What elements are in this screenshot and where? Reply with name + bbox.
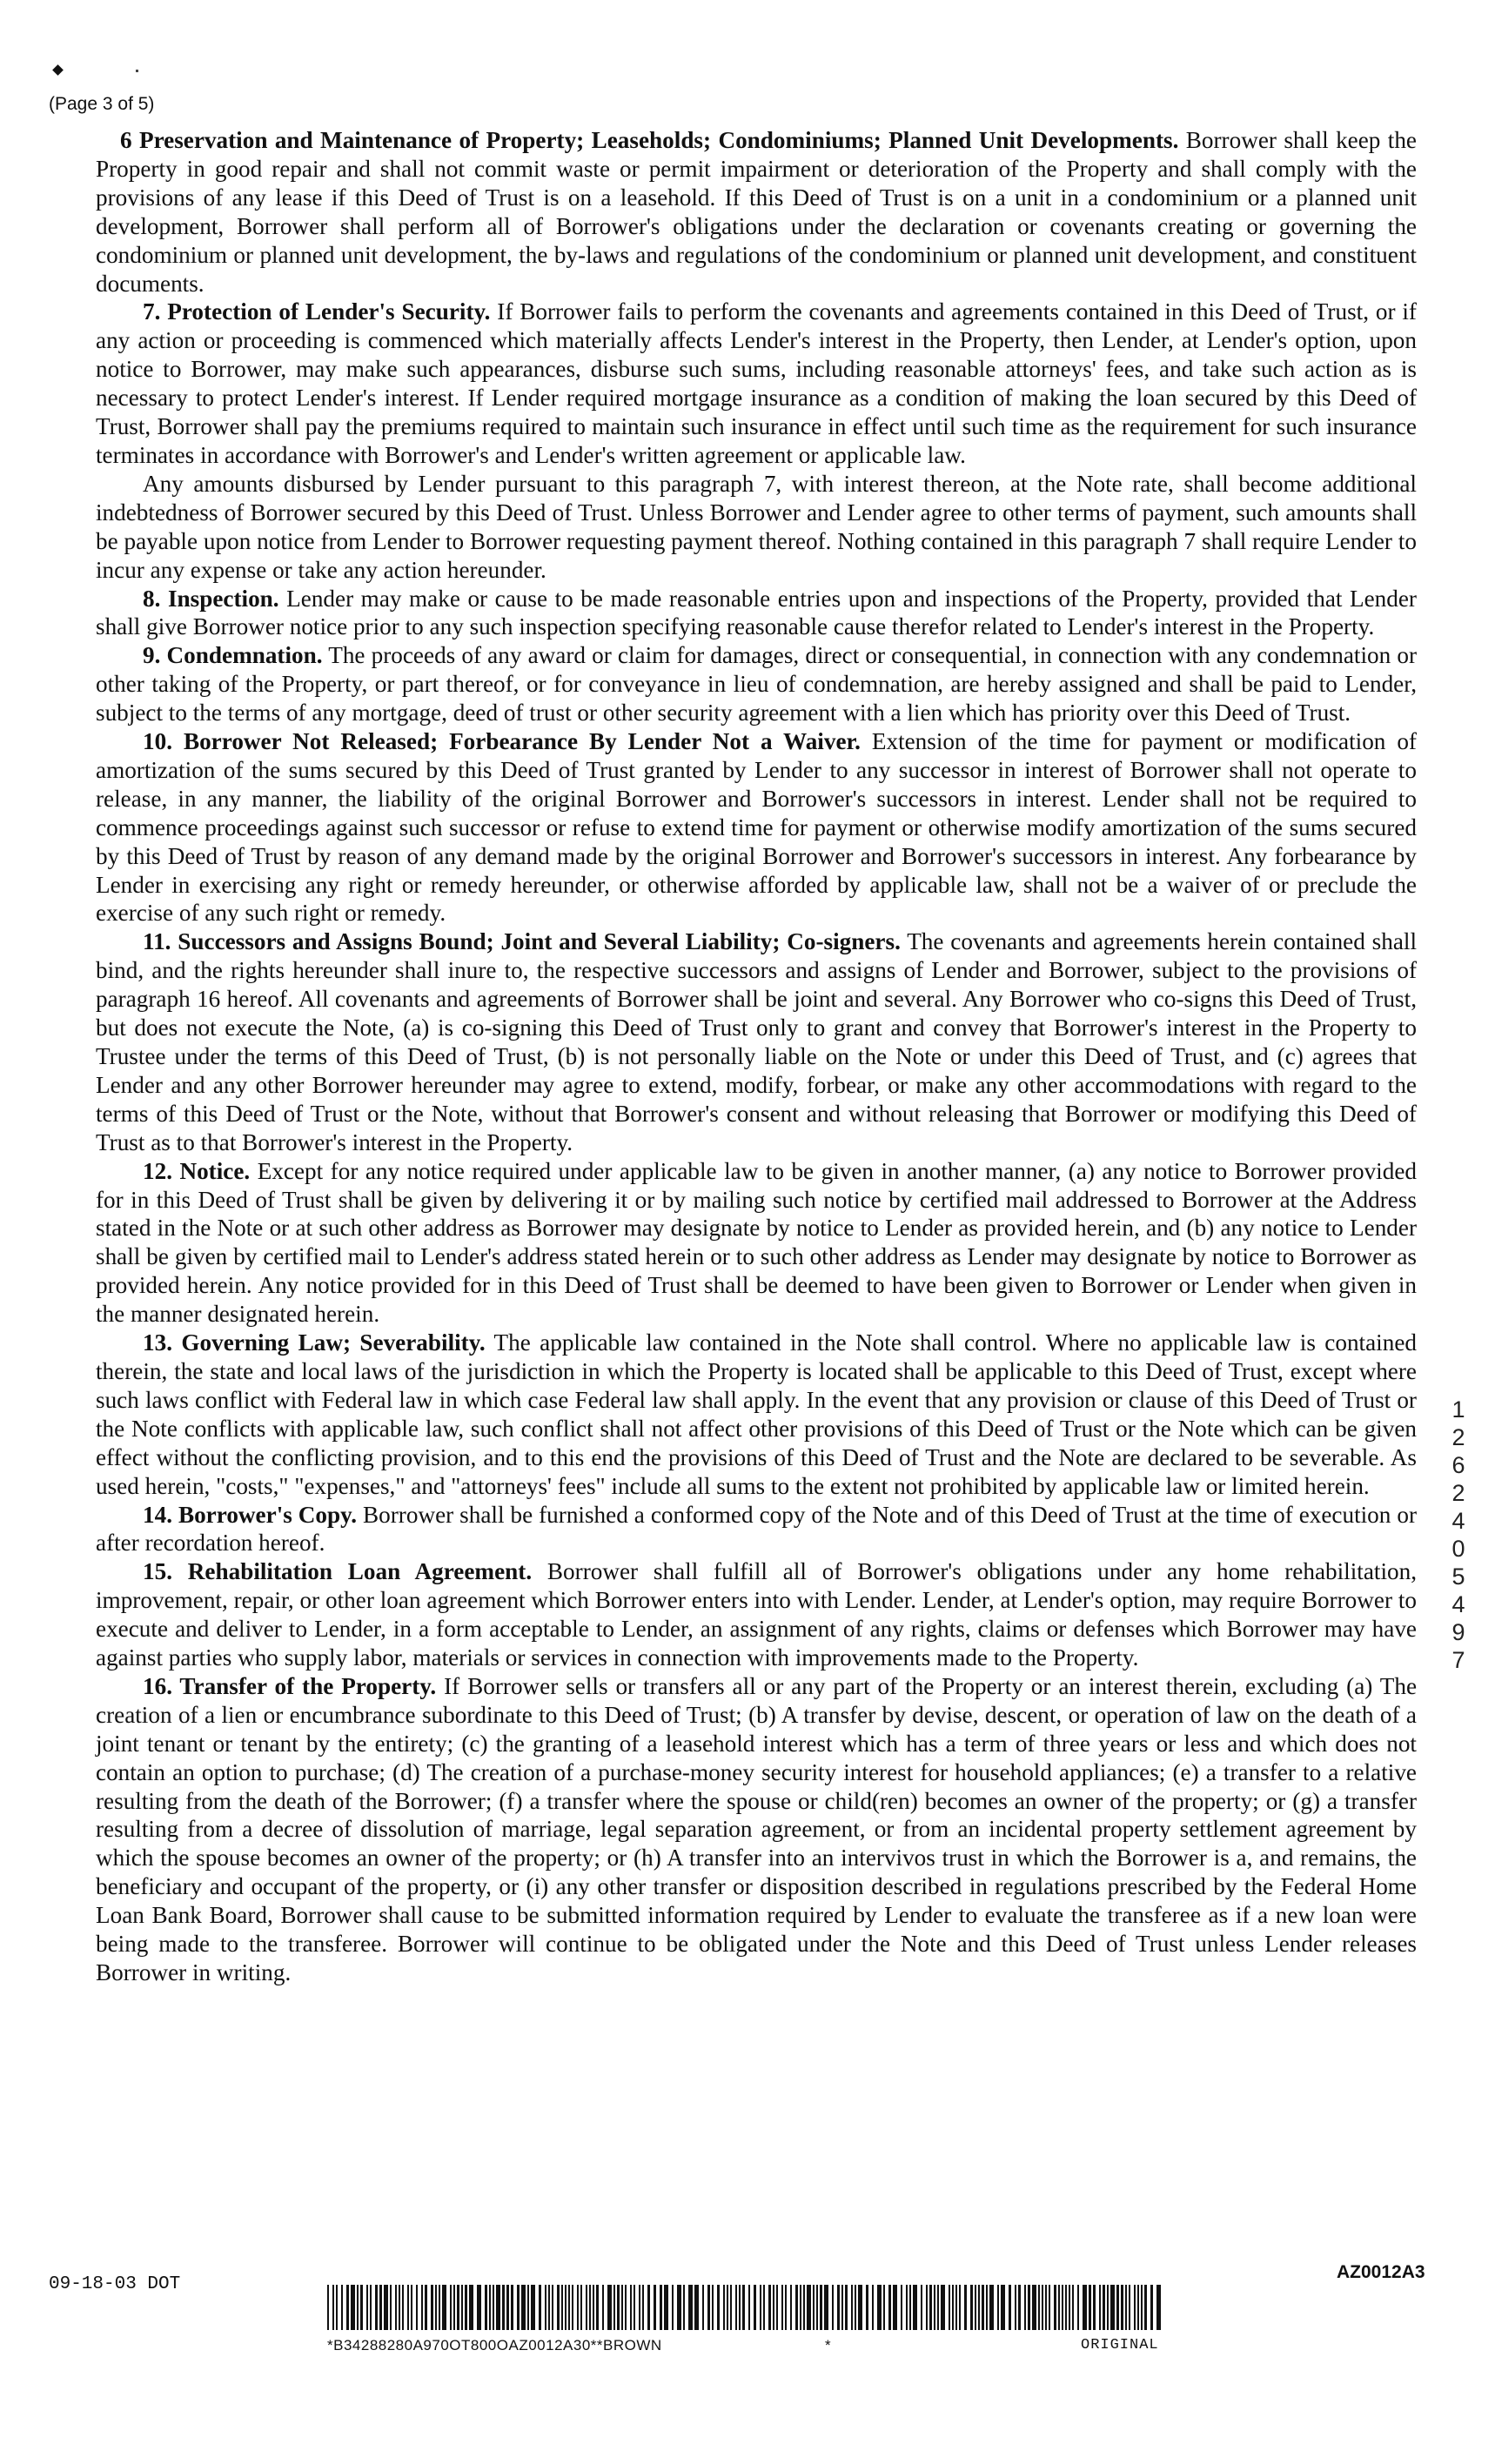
barcode-bar [970,2285,973,2330]
document-body [96,126,1417,1987]
barcode-bar [557,2285,560,2330]
barcode-bar [952,2285,954,2330]
barcode-bar [1045,2285,1047,2330]
paragraph-text: If Borrower fails to perform the covenants and agreements contained in this Deed of Trust, or if any action or proceeding is commenced which materially affects Lender's interest in the Property, then Lender, at Lender's option, upon notice to Borrower, may make such appearances, disburse such sums, including reasonable attorneys' fees, and take such action as is necessary to protect Lender's interest. If Lender required mortgage insurance as a condition of making the loan secured by this Deed of Trust, Borrower shall pay the premiums required to maintain such insurance in effect until such time as the requirement for such insurance terminates in accordance with Borrower's and Lender's written agreement or applicable law. [96,298,1417,468]
barcode-bar [964,2285,967,2330]
barcode-bar [407,2285,409,2330]
paragraph-heading: 8. Inspection. [143,585,279,612]
barcode-bar [937,2285,939,2330]
barcode-bar [1069,2285,1070,2330]
paragraph-text: If Borrower sells or transfers all or any part of the Property or an interest therein, excluding (a) The creation of a lien or encumbrance subordinate to this Deed of Trust; (b) A transfer by devise, descent, or operation of law on the death of a joint tenant or tenant by the entirety; (c) the granting of a leasehold interest which has a term of three years or less and which does not contain an option to purchase; (d) The creation of a purchase-money security interest for household appliances; (e) a transfer to a relative resulting from the death of the Borrower; (f) a transfer where the spouse or child(ren) becomes an owner of the property; or (g) a transfer resulting from a decree of dissolution of marriage, legal separation agreement, or from an incidental property settlement agreement by which the spouse becomes an owner of the property; or (h) A transfer into an intervivos trust in which the Borrower is a, and remains, the beneficiary and occupant of the property, or (i) any other transfer or disposition described in regulations prescribed by the Federal Home Loan Bank Board, Borrower shall cause to be submitted information required by Lender to evaluate the transferee as if a new loan were being made to the transferee. Borrower will continue to be obligated under the Note and this Deed of Trust unless Lender releases Borrower in writing. [96,1672,1418,1985]
paragraph-15 [96,1557,1417,1672]
paragraph-heading: 7. Protection of Lender's Security. [143,298,491,325]
barcode-bar [493,2285,494,2330]
barcode-bar [677,2285,681,2330]
barcode-bar [742,2285,745,2330]
barcode-bar [411,2285,412,2330]
barcode-bar [477,2285,481,2330]
barcode-bar [820,2285,822,2330]
paragraph-text: The covenants and agreements herein contained shall bind, and the rights hereunder shall inure to, the respective successors and assigns of Lender and Borrower, subject to the provisions of paragraph 16 hereof. All covenants and agreements of Borrower shall be joint and several. Any Borrower who co-signs this Deed of Trust, but does not execute the Note, (a) is co-signing this Deed of Trust only to grant and convey that Borrower's interest in the Property to Trustee under the terms of this Deed of Trust, (b) is not personally liable on the Note or under this Deed of Trust, and (c) agrees that Lender and any other Borrower hereunder may agree to extend, modify, forbear, or make any other accommodations with regard to the terms of this Deed of Trust or the Note, without that Borrower's consent and without releasing that Borrower or modifying this Deed of Trust as to that Borrower's interest in the Property. [96,928,1417,1155]
barcode-bar [602,2285,604,2330]
barcode-bar [1038,2285,1040,2330]
barcode-bar [841,2285,843,2330]
side-digit: 4 [1451,1508,1465,1534]
barcode-bar [621,2285,623,2330]
barcode-bar [748,2285,750,2330]
barcode-bar [496,2285,500,2330]
barcode-bar [1028,2285,1030,2330]
barcode-bar [1065,2285,1067,2330]
barcode-bar [872,2285,874,2330]
barcode-bar [735,2285,737,2330]
paragraph-heading: 16. Transfer of the Property. [143,1672,437,1699]
paragraph-7 [96,298,1417,469]
barcode-bar [800,2285,801,2330]
barcode-bar [845,2285,848,2330]
paragraph-text: Except for any notice required under applicable law to be given in another manner, (a) any notice to Borrower provided for in this Deed of Trust shall be given by delivering it or by mailing such notice by certified mail addressed to Borrower at the Address stated in the Note or at such other address as Borrower may designate by notice to Lender as provided herein, and (b) any notice to Lender shall be given by certified mail to Lender's address stated herein or to such other address as Lender may designate by notice to Borrower as provided herein. Any notice provided for in this Deed of Trust shall be deemed to have been given to Borrower or Lender when given in the manner designated herein. [96,1157,1417,1328]
barcode-bar [453,2285,455,2330]
barcode-bar [727,2285,728,2330]
barcode-bar [402,2285,404,2330]
barcode-bar [1110,2285,1115,2330]
barcode-bar [435,2285,437,2330]
barcode-bar [634,2285,635,2330]
barcode-bar [617,2285,620,2330]
barcode-bar [1116,2285,1119,2330]
barcode-bar [855,2285,856,2330]
barcode-bar [851,2285,853,2330]
barcode-bar [431,2285,433,2330]
barcode-bar [654,2285,656,2330]
barcode-bar [707,2285,710,2330]
barcode-bar [1042,2285,1043,2330]
barcode-bar [457,2285,459,2330]
paragraph-14 [96,1501,1417,1558]
barcode-bar [717,2285,720,2330]
barcode-bar [1107,2285,1109,2330]
barcode-bar [489,2285,491,2330]
side-digit: 2 [1451,1480,1465,1506]
side-digit: 2 [1451,1424,1465,1450]
barcode-bar [712,2285,714,2330]
paragraph-heading: 15. Rehabilitation Loan Agreement. [143,1558,533,1585]
barcode-bar [858,2285,862,2330]
barcode-bar [346,2285,349,2330]
paragraph-16 [96,1672,1417,1987]
barcode-bar [357,2285,359,2330]
barcode-bar [795,2285,798,2330]
scan-mark [52,64,64,76]
barcode-bar [375,2285,378,2330]
paragraph-9 [96,641,1417,727]
barcode-bar [1077,2285,1079,2330]
paragraph-text: Borrower shall fulfill all of Borrower's obligations under any home rehabilitation, improvement, repair, or other loan agreement which Borrower enters into with Lender. Lender, at Lender's option, may require Borrower to execute and deliver to Lender, in a form acceptable to Lender, an assignment of any rights, claims or defenses which Borrower may have against parties who supply labor, materials or services in connection with improvements made to the Property. [96,1558,1417,1671]
barcode-bar [1062,2285,1063,2330]
barcode-bar [688,2285,693,2330]
side-digit: 6 [1451,1452,1465,1478]
barcode-bar [893,2285,897,2330]
barcode-bar [425,2285,427,2330]
barcode-bar [1129,2285,1130,2330]
barcode-bar [1024,2285,1026,2330]
barcode-bar [909,2285,911,2330]
barcode-bar [877,2285,882,2330]
side-digit: 7 [1451,1647,1465,1673]
scan-speck [136,70,138,72]
barcode-bar [785,2285,787,2330]
barcode-bar [730,2285,732,2330]
barcode-bar [416,2285,418,2330]
barcode-bar [989,2285,994,2330]
barcode-bar [1049,2285,1050,2330]
barcode-bar [1058,2285,1060,2330]
barcode-bar [926,2285,928,2330]
barcode-bar [461,2285,463,2330]
barcode-bar [1054,2285,1056,2330]
paragraph-heading: 6 Preservation and Maintenance of Property; Leaseholds; Condominiums; Planned Unit Developments. [120,127,1179,153]
barcode-bar [1089,2285,1091,2330]
barcode-bar [1018,2285,1021,2330]
barcode-bar [824,2285,828,2330]
barcode-bar [660,2285,662,2330]
barcode-bar [906,2285,908,2330]
barcode-bar [1103,2285,1105,2330]
barcode-bar [580,2285,582,2330]
barcode-bar [442,2285,446,2330]
footer-date-code: 09-18-03 DOT [49,2274,181,2294]
barcode-bar [630,2285,632,2330]
barcode-bar [982,2285,984,2330]
barcode-bar [1093,2285,1096,2330]
barcode-bar [1099,2285,1101,2330]
barcode-bar [807,2285,811,2330]
barcode-bar [395,2285,397,2330]
barcode-bar [568,2285,570,2330]
barcode-bar [1072,2285,1074,2330]
barcode-bar [589,2285,591,2330]
barcode-bar [1134,2285,1136,2330]
barcode-bar [1121,2285,1123,2330]
original-label: ORIGINAL [1081,2337,1159,2354]
barcode-bar [421,2285,423,2330]
side-digit: 0 [1451,1536,1465,1562]
barcode-bar [1032,2285,1036,2330]
barcode-bar [521,2285,526,2330]
barcode-bar [1001,2285,1005,2330]
barcode-bar [702,2285,704,2330]
barcode-bar [502,2285,505,2330]
barcode-bar [642,2285,644,2330]
barcode-bar [959,2285,961,2330]
barcode-bar [548,2285,550,2330]
barcode-bar [613,2285,615,2330]
paragraph-text: Lender may make or cause to be made reasonable entries upon and inspections of the Property, provided that Lender shall give Borrower notice prior to any such inspection specifying reasonable cause therefor related to Lender's interest in the Property. [96,585,1417,640]
barcode-bar [1015,2285,1016,2330]
barcode-bar [341,2285,343,2330]
paragraph-text: Any amounts disbursed by Lender pursuant to this paragraph 7, with interest thereon, at the Note rate, shall become additional indebtedness of Borrower secured by this Deed of Trust. Unless Borrower and Lender agree to other terms of payment, such amounts shall be payable upon notice from Lender to Borrower requesting payment thereof. Nothing contained in this paragraph 7 shall require Lender to incur any expense or take any action hereunder. [96,470,1417,583]
paragraph-heading: 12. Notice. [143,1157,251,1184]
barcode-bar [577,2285,579,2330]
barcode-bar [572,2285,573,2330]
paragraph-text: Borrower shall be furnished a conformed copy of the Note and of this Deed of Trust at the time of execution or after recordation hereof. [96,1501,1417,1557]
barcode-bar [539,2285,541,2330]
barcode-bar [941,2285,945,2330]
barcode-bar [517,2285,520,2330]
barcode-bar [921,2285,922,2330]
barcode-bar [332,2285,334,2330]
paragraph-heading: 9. Condemnation. [143,642,323,669]
barcode-bar [664,2285,668,2330]
barcode-bar [997,2285,999,2330]
barcode-bar [384,2285,388,2330]
barcode-bar [545,2285,546,2330]
paragraph-text: The applicable law contained in the Note shall control. Where no applicable law is contained therein, the state and local laws of the jurisdiction in which the Property is located shall be applicable to this Deed of Trust, except where such laws conflict with Federal law in which case Federal law shall apply. In the event that any provision or clause of this Deed of Trust or the Note conflicts with applicable law, such conflict shall not affect other provisions of this Deed of Trust or the Note which can be given effect without the conflicting provision, and to this end the provisions of this Deed of Trust and the Note are declared to be severable. As used herein, "costs," "expenses," and "attorneys' fees" include all sums to the extent not prohibited by applicable law or limited herein. [96,1329,1417,1499]
barcode-bar [816,2285,818,2330]
barcode-bar [754,2285,756,2330]
side-digit: 9 [1451,1619,1465,1645]
paragraph-heading: 11. Successors and Assigns Bound; Joint and Several Liability; Co-signers. [143,928,901,955]
barcode-bar [832,2285,834,2330]
barcode-bar [327,2285,329,2330]
side-recording-number [1448,1396,1469,1674]
barcode-bar [366,2285,368,2330]
paragraph-11 [96,927,1417,1156]
barcode-bar [901,2285,902,2330]
page-label: (Page 3 of 5) [49,94,155,114]
barcode-bar [1144,2285,1147,2330]
paragraph-8 [96,585,1417,642]
barcode-bar [790,2285,792,2330]
barcode-bar [639,2285,640,2330]
barcode-bar [683,2285,685,2330]
barcode-bar [837,2285,840,2330]
barcode-bar [739,2285,741,2330]
barcode-bar [439,2285,440,2330]
barcode-bar [607,2285,612,2330]
barcode-bar [565,2285,566,2330]
barcode-bar [399,2285,400,2330]
paragraph-text: The proceeds of any award or claim for damages, direct or consequential, in connection with any condemnation or other taking of the Property, or part thereof, or for conveyance in lieu of condemnation, are hereby assigned and shall be paid to Lender, subject to the terms of any mortgage, deed of trust or other security agreement with a lien which has priority over this Deed of Trust. [96,642,1418,726]
barcode-bar [1009,2285,1011,2330]
barcode-bar [465,2285,467,2330]
barcode-bar [511,2285,513,2330]
barcode-star: * [825,2337,831,2354]
barcode-bar [586,2285,587,2330]
paragraph-text: Borrower shall keep the Property in good repair and shall not commit waste or permit impairment or deterioration of the Property and shall comply with the provisions of any lease if this Deed of Trust is on a leasehold. If this Deed of Trust is on a unit in a condominium or a planned unit development, Borrower shall perform all of Borrower's obligations under the declaration or covenants creating or governing the condominium or planned unit development, the by-laws and regulations of the condominium or planned unit development, and constituent documents. [96,127,1417,297]
barcode-bar [561,2285,563,2330]
barcode-bar [866,2285,868,2330]
barcode-bar [978,2285,980,2330]
barcode-bar [1150,2285,1153,2330]
paragraph-heading: 10. Borrower Not Released; Forbearance By Lender Not a Waiver. [143,728,861,755]
paragraph-text: Extension of the time for payment or modification of amortization of the sums secured by this Deed of Trust granted by Lender to any successor in interest of Borrower shall not operate to release, in any manner, the liability of the original Borrower and Borrower's successors in interest. Lender shall not be required to commence proceedings against such successor or refuse to extend time for payment or otherwise modify amortization of the sums secured by this Deed of Trust by reason of any demand made by the original Borrower and Borrower's successors in interest. Any forbearance by Lender in exercising any right or remedy hereunder, or otherwise afforded by applicable law, shall not be a waiver of or preclude the exercise of any such right or remedy. [96,728,1417,927]
paragraph-12 [96,1157,1417,1329]
paragraph-13 [96,1329,1417,1500]
barcode-bar [1156,2285,1161,2330]
barcode-bar [370,2285,372,2330]
barcode-bar [336,2285,338,2330]
barcode-bar [883,2285,885,2330]
side-digit: 5 [1451,1563,1465,1590]
barcode-bar [723,2285,725,2330]
barcode-bar [986,2285,988,2330]
barcode-bar [773,2285,774,2330]
side-digit: 1 [1451,1396,1465,1423]
barcode-bar [485,2285,487,2330]
barcode-bar [390,2285,392,2330]
barcode-bar [913,2285,917,2330]
barcode-bar [531,2285,535,2330]
barcode-bar [975,2285,976,2330]
barcode-bar [768,2285,771,2330]
barcode-bar [379,2285,382,2330]
barcode-bar [360,2285,363,2330]
barcode-bar [672,2285,674,2330]
barcode-bar [949,2285,950,2330]
barcode-bar [803,2285,805,2330]
barcode-bar [929,2285,932,2330]
barcode-bar [694,2285,699,2330]
footer-form-code: AZ0012A3 [1337,2262,1425,2282]
paragraph-10 [96,727,1417,927]
barcode-bar [1125,2285,1127,2330]
barcode-bar [813,2285,815,2330]
barcode-bar [647,2285,650,2330]
paragraph-7-continued [96,470,1417,585]
barcode-bar [955,2285,957,2330]
barcode-bar [351,2285,355,2330]
barcode-bar [506,2285,509,2330]
barcode-bar [552,2285,553,2330]
paragraph-6 [96,126,1417,298]
barcode-bar [1141,2285,1143,2330]
barcode-bar [763,2285,765,2330]
barcode-bar [469,2285,473,2330]
barcode-bar [450,2285,452,2330]
barcode-bar [781,2285,783,2330]
paragraph-heading: 13. Governing Law; Severability. [143,1329,486,1356]
barcode-bar [1083,2285,1087,2330]
barcode-bar [527,2285,529,2330]
barcode-bar [888,2285,891,2330]
side-digit: 4 [1451,1591,1465,1617]
barcode-bar [593,2285,594,2330]
barcode-bar [1137,2285,1139,2330]
paragraph-heading: 14. Borrower's Copy. [143,1501,358,1528]
barcode-text: *B34288280A970OT800OAZ0012A30**BROWN [327,2337,662,2354]
barcode-bar [934,2285,935,2330]
barcode-bar [760,2285,761,2330]
barcode [327,2285,1166,2330]
barcode-bar [625,2285,627,2330]
barcode-bar [776,2285,778,2330]
barcode-bar [596,2285,599,2330]
